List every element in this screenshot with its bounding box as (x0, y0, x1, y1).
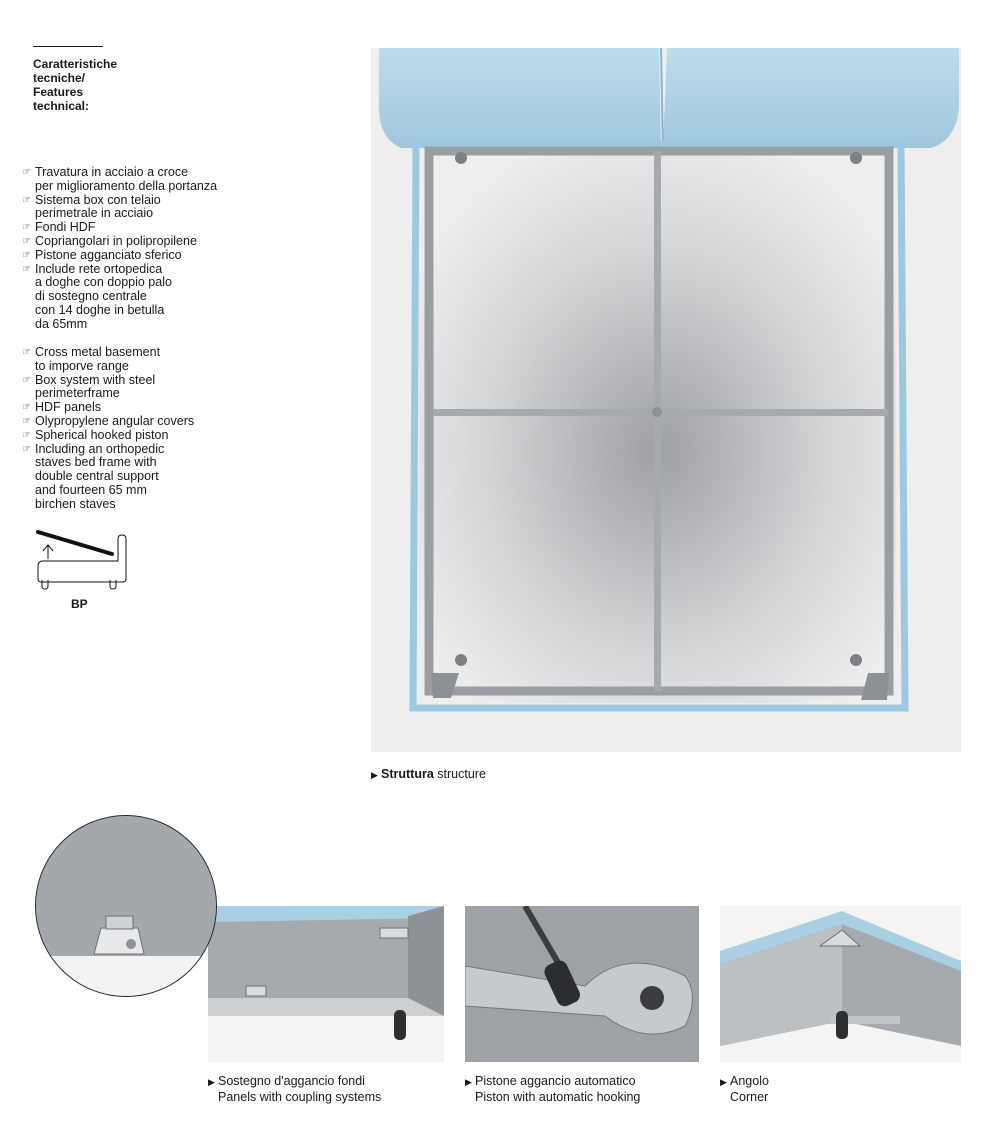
corner-caption: ▶ Angolo Corner (720, 1074, 769, 1104)
feature-item: ☞ HDF panels (22, 400, 101, 415)
feature-item: ☞ Fondi HDF (22, 220, 96, 235)
heading-rule (33, 46, 103, 47)
feature-item: ☞ Pistone agganciato sferico (22, 247, 182, 262)
heading-line: technical: (33, 99, 90, 113)
coupling-systems-photo (208, 906, 444, 1062)
pointing-hand-icon: ☞ (22, 263, 31, 275)
triangle-right-icon: ▶ (720, 1077, 727, 1087)
heading-line: Features (33, 85, 84, 99)
triangle-right-icon: ▶ (208, 1077, 215, 1087)
features-list-italian (22, 166, 282, 332)
pointing-hand-icon: ☞ (22, 347, 31, 358)
structure-caption: ▶ Struttura structure (371, 767, 486, 781)
feature-item: ☞ Sistema box con telaio perimetrale in acciaio (22, 192, 161, 221)
bed-frame-illustration (371, 48, 961, 752)
heading-line: Caratteristiche (33, 57, 118, 71)
structure-photo (371, 48, 961, 752)
feature-item: ☞ Cross metal basement to imporve range (22, 345, 161, 373)
pointing-hand-icon: ☞ (22, 429, 31, 441)
piston-photo (465, 906, 699, 1062)
feature-item: ☞ Include rete ortopedica a doghe con doppio palo di sostegno centrale con 14 doghe in betulla da 65mm (22, 261, 172, 331)
bed-type-label: BP (71, 597, 88, 611)
pointing-hand-icon: ☞ (22, 443, 31, 455)
feature-item: ☞ Box system with steel perimeterframe (22, 372, 156, 401)
coupling-detail-zoom (35, 815, 217, 997)
feature-item: ☞ Olypropylene angular covers (22, 413, 195, 428)
feature-item: ☞ Spherical hooked piston (22, 427, 169, 442)
lift-bed-icon (32, 526, 132, 596)
triangle-right-icon: ▶ (371, 770, 378, 780)
coupling-caption: ▶ Sostegno d'aggancio fondi Panels with coupling systems (208, 1074, 382, 1104)
triangle-right-icon: ▶ (465, 1077, 472, 1087)
pointing-hand-icon: ☞ (22, 374, 31, 386)
pointing-hand-icon: ☞ (22, 249, 31, 261)
corner-photo (720, 906, 961, 1062)
feature-item: ☞ Travatura in acciaio a croce per miglioramento della portanza (22, 165, 218, 193)
features-list-english (22, 346, 282, 512)
pointing-hand-icon: ☞ (22, 222, 31, 234)
feature-item: ☞ Copriangolari in polipropilene (22, 233, 197, 248)
pointing-hand-icon: ☞ (22, 167, 31, 178)
features-heading (33, 57, 183, 113)
pointing-hand-icon: ☞ (22, 415, 31, 427)
pointing-hand-icon: ☞ (22, 235, 31, 247)
pointing-hand-icon: ☞ (22, 194, 31, 206)
heading-line: tecniche/ (33, 71, 86, 85)
piston-caption: ▶ Pistone aggancio automatico Piston with automatic hooking (465, 1074, 641, 1104)
feature-item: ☞ Including an orthopedic staves bed frame with double central support and fourteen 65 mm birchen staves (22, 441, 165, 511)
pointing-hand-icon: ☞ (22, 402, 31, 414)
